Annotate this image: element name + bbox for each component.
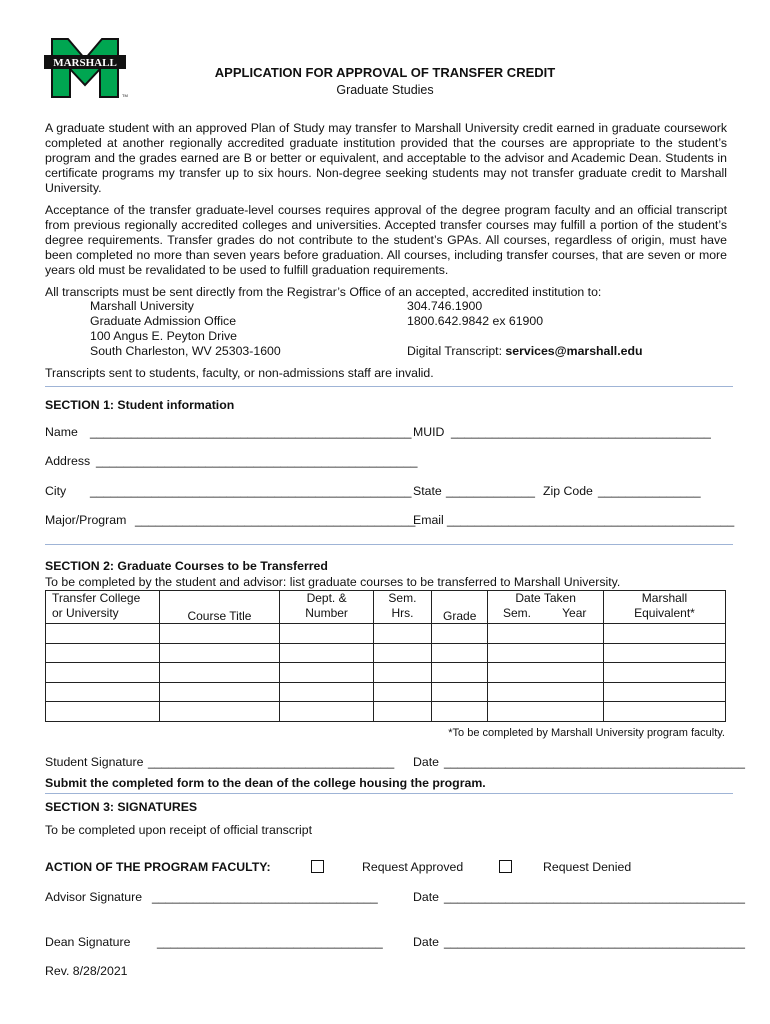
col-equivalent: Marshall Equivalent* bbox=[603, 591, 725, 624]
muid-label: MUID bbox=[413, 425, 445, 439]
intro-paragraph-1: A graduate student with an approved Plan of Study may transfer to Marshall University credit earned in graduate coursework completed at another regionally accredited graduate institution provided that the courses are appropriate to the student’s program and the grades earned are B or better or equivalent, and acceptable to the advisor and Academic Dean. Students in certificate programs my transfer up to six hours. Non-degree seeking students may not transfer graduate credit to Marshall University. bbox=[45, 121, 727, 195]
digital-transcript-label: Digital Transcript: bbox=[407, 344, 506, 358]
approved-checkbox[interactable] bbox=[311, 860, 324, 873]
col-dept: Dept. & Number bbox=[280, 591, 373, 624]
action-label: ACTION OF THE PROGRAM FACULTY: bbox=[45, 860, 271, 874]
courses-table bbox=[45, 590, 726, 722]
revision-date: Rev. 8/28/2021 bbox=[45, 964, 128, 978]
divider bbox=[45, 386, 733, 387]
advisor-signature-field[interactable]: _________________________________ bbox=[152, 890, 378, 904]
divider bbox=[45, 793, 733, 794]
state-field[interactable]: _____________ bbox=[446, 484, 535, 498]
major-field[interactable]: _________________________________________ bbox=[135, 513, 416, 527]
city-field[interactable]: _______________________________________________ bbox=[90, 484, 412, 498]
address-line-2: Graduate Admission Office bbox=[90, 314, 237, 328]
name-label: Name bbox=[45, 425, 78, 439]
address-line-3: 100 Angus E. Peyton Drive bbox=[90, 329, 237, 343]
intro-paragraph-3: All transcripts must be sent directly from the Registrar’s Office of an accepted, accredited institution to: bbox=[45, 285, 602, 299]
transcript-notice: Transcripts sent to students, faculty, or non-admissions staff are invalid. bbox=[45, 366, 434, 380]
table-row[interactable] bbox=[46, 643, 726, 663]
student-date-label: Date bbox=[413, 755, 439, 769]
address-line-4: South Charleston, WV 25303-1600 bbox=[90, 344, 281, 358]
dean-signature-label: Dean Signature bbox=[45, 935, 131, 949]
major-label: Major/Program bbox=[45, 513, 127, 527]
col-sem-hrs: Sem. Hrs. bbox=[373, 591, 431, 624]
dean-date-field[interactable]: ____________________________________________ bbox=[444, 935, 745, 949]
divider bbox=[45, 544, 733, 545]
section1-heading: SECTION 1: Student information bbox=[45, 398, 235, 412]
phone-1: 304.746.1900 bbox=[407, 299, 483, 313]
table-header-row bbox=[46, 591, 726, 624]
student-signature-field[interactable]: ____________________________________ bbox=[148, 755, 395, 769]
city-label: City bbox=[45, 484, 67, 498]
address-label: Address bbox=[45, 454, 91, 468]
advisor-signature-label: Advisor Signature bbox=[45, 890, 143, 904]
submit-note: Submit the completed form to the dean of the college housing the program. bbox=[45, 776, 486, 790]
section3-instruction: To be completed upon receipt of official transcript bbox=[45, 823, 313, 837]
denied-label: Request Denied bbox=[543, 860, 632, 874]
dean-date-label: Date bbox=[413, 935, 439, 949]
intro-paragraph-2: Acceptance of the transfer graduate-level courses requires approval of the degree program faculty and an official transcript from previous regionally accredited colleges and universities. Accepted transfer courses may fulfill a portion of the student’s degree requirements. Transfer grades do not contribute to the student’s GPAs. All courses, regardless of origin, must have been completed no more than seven years before graduation. All courses, including transfer courses, that are seven or more years old must be revalidated to be used to fulfill graduation requirements. bbox=[45, 203, 727, 277]
email-label: Email bbox=[413, 513, 444, 527]
digital-transcript bbox=[407, 344, 643, 358]
col-college: Transfer College or University bbox=[46, 591, 160, 624]
table-row[interactable] bbox=[46, 702, 726, 722]
advisor-date-field[interactable]: ____________________________________________ bbox=[444, 890, 745, 904]
approved-label: Request Approved bbox=[362, 860, 464, 874]
student-signature-label: Student Signature bbox=[45, 755, 144, 769]
advisor-date-label: Date bbox=[413, 890, 439, 904]
digital-transcript-email: services@marshall.edu bbox=[505, 344, 643, 358]
section2-instruction: To be completed by the student and advisor: list graduate courses to be transferred to Marshall University. bbox=[45, 575, 621, 589]
col-date-taken: Date Taken Sem. Year bbox=[488, 591, 604, 624]
table-row[interactable] bbox=[46, 682, 726, 702]
denied-checkbox[interactable] bbox=[499, 860, 512, 873]
student-date-field[interactable]: ____________________________________________ bbox=[444, 755, 745, 769]
section2-heading: SECTION 2: Graduate Courses to be Transferred bbox=[45, 559, 328, 573]
logo-wordmark: MARSHALL bbox=[53, 57, 117, 69]
svg-text:TM: TM bbox=[122, 93, 128, 98]
state-label: State bbox=[413, 484, 442, 498]
name-field[interactable]: _______________________________________________ bbox=[90, 425, 412, 439]
address-field[interactable]: _______________________________________________ bbox=[96, 454, 418, 468]
zip-field[interactable]: _______________ bbox=[598, 484, 701, 498]
muid-field[interactable]: ______________________________________ bbox=[451, 425, 711, 439]
form-subtitle: Graduate Studies bbox=[336, 83, 434, 97]
address-line-1: Marshall University bbox=[90, 299, 194, 313]
email-field[interactable]: __________________________________________ bbox=[447, 513, 735, 527]
col-grade: Grade bbox=[432, 591, 488, 624]
zip-label: Zip Code bbox=[543, 484, 593, 498]
table-row[interactable] bbox=[46, 663, 726, 683]
form-title: APPLICATION FOR APPROVAL OF TRANSFER CREDIT bbox=[214, 65, 556, 80]
footnote: *To be completed by Marshall University program faculty. bbox=[448, 727, 725, 739]
section3-heading: SECTION 3: SIGNATURES bbox=[45, 800, 198, 814]
phone-2: 1800.642.9842 ex 61900 bbox=[407, 314, 544, 328]
dean-signature-field[interactable]: _________________________________ bbox=[157, 935, 383, 949]
table-row[interactable] bbox=[46, 624, 726, 644]
col-course-title: Course Title bbox=[159, 591, 280, 624]
